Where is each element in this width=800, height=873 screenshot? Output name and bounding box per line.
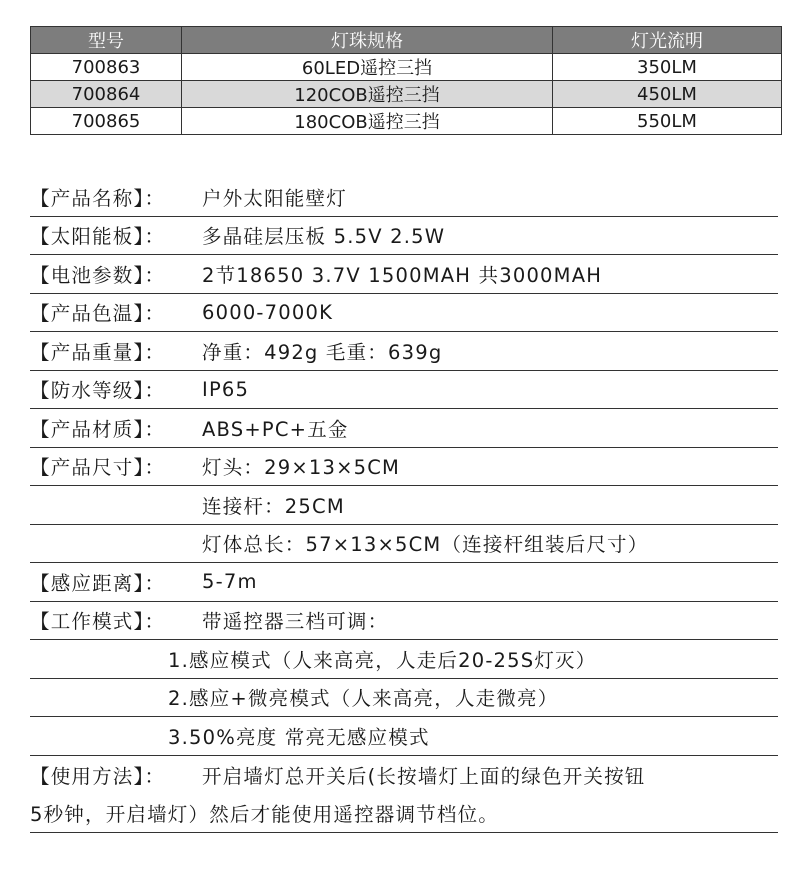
header-model: 型号 bbox=[31, 27, 182, 54]
spec-value: 5-7m bbox=[202, 570, 258, 594]
cell-lumen: 550LM bbox=[553, 108, 782, 135]
cell-model: 700864 bbox=[31, 81, 182, 108]
spec-value: 1.感应模式（人来高亮，人走后20-25S灯灭） bbox=[168, 648, 597, 672]
cell-model: 700863 bbox=[31, 54, 182, 81]
table-header-row bbox=[31, 27, 782, 54]
spec-row-material bbox=[30, 409, 778, 448]
spec-label: 【工作模式】： bbox=[30, 610, 166, 634]
table-row bbox=[31, 54, 782, 81]
spec-table bbox=[30, 26, 782, 135]
spec-row-mode bbox=[30, 602, 778, 641]
spec-row-usage bbox=[30, 756, 778, 795]
spec-row-mode-1 bbox=[30, 640, 778, 679]
spec-row-weight bbox=[30, 332, 778, 371]
spec-row-panel bbox=[30, 217, 778, 256]
spec-row-name bbox=[30, 178, 778, 217]
spec-value: 连接杆：25CM bbox=[202, 494, 345, 518]
spec-row-mode-3 bbox=[30, 717, 778, 756]
spec-value: 灯体总长：57×13×5CM（连接杆组装后尺寸） bbox=[202, 533, 649, 557]
table-row bbox=[31, 108, 782, 135]
spec-row-sensor bbox=[30, 563, 778, 602]
spec-label: 【使用方法】： bbox=[30, 764, 166, 788]
spec-value: IP65 bbox=[202, 377, 250, 401]
cell-led-spec: 120COB遥控三挡 bbox=[182, 81, 553, 108]
spec-row-color-temp bbox=[30, 294, 778, 333]
spec-row-usage-cont bbox=[30, 794, 778, 833]
spec-list bbox=[30, 178, 778, 833]
cell-model: 700865 bbox=[31, 108, 182, 135]
spec-label: 【感应距离】： bbox=[30, 571, 166, 595]
spec-row-size bbox=[30, 448, 778, 487]
spec-value: 净重：492g 毛重：639g bbox=[202, 340, 443, 364]
spec-label: 【太阳能板】： bbox=[30, 225, 166, 249]
spec-row-battery bbox=[30, 255, 778, 294]
spec-label: 【产品尺寸】： bbox=[30, 456, 166, 480]
spec-label: 【电池参数】： bbox=[30, 263, 166, 287]
cell-lumen: 350LM bbox=[553, 54, 782, 81]
spec-label: 【产品名称】： bbox=[30, 186, 166, 210]
spec-row-waterproof bbox=[30, 371, 778, 410]
spec-label: 【产品材质】： bbox=[30, 417, 166, 441]
spec-value: ABS+PC+五金 bbox=[202, 417, 349, 441]
spec-value: 带遥控器三档可调： bbox=[202, 610, 389, 634]
spec-label: 【产品重量】： bbox=[30, 340, 166, 364]
spec-value: 开启墙灯总开关后(长按墙灯上面的绿色开关按钮 bbox=[202, 764, 646, 788]
table-row bbox=[31, 81, 782, 108]
spec-value: 6000-7000K bbox=[202, 300, 334, 324]
spec-row-size-rod bbox=[30, 486, 778, 525]
spec-row-size-total bbox=[30, 525, 778, 564]
spec-value: 户外太阳能壁灯 bbox=[202, 186, 347, 210]
spec-label: 【产品色温】： bbox=[30, 302, 166, 326]
cell-led-spec: 180COB遥控三挡 bbox=[182, 108, 553, 135]
spec-value: 2节18650 3.7V 1500MAH 共3000MAH bbox=[202, 263, 603, 287]
header-lumen: 灯光流明 bbox=[553, 27, 782, 54]
cell-lumen: 450LM bbox=[553, 81, 782, 108]
spec-row-mode-2 bbox=[30, 679, 778, 718]
spec-value: 2.感应+微亮模式（人来高亮，人走微亮） bbox=[168, 687, 559, 711]
cell-led-spec: 60LED遥控三挡 bbox=[182, 54, 553, 81]
spec-value: 灯头：29×13×5CM bbox=[202, 456, 401, 480]
spec-label: 【防水等级】： bbox=[30, 379, 166, 403]
header-led-spec: 灯珠规格 bbox=[182, 27, 553, 54]
spec-value: 多晶硅层压板 5.5V 2.5W bbox=[202, 225, 446, 249]
spec-value: 3.50%亮度 常亮无感应模式 bbox=[168, 725, 430, 749]
spec-value: 5秒钟，开启墙灯）然后才能使用遥控器调节档位。 bbox=[30, 802, 500, 826]
